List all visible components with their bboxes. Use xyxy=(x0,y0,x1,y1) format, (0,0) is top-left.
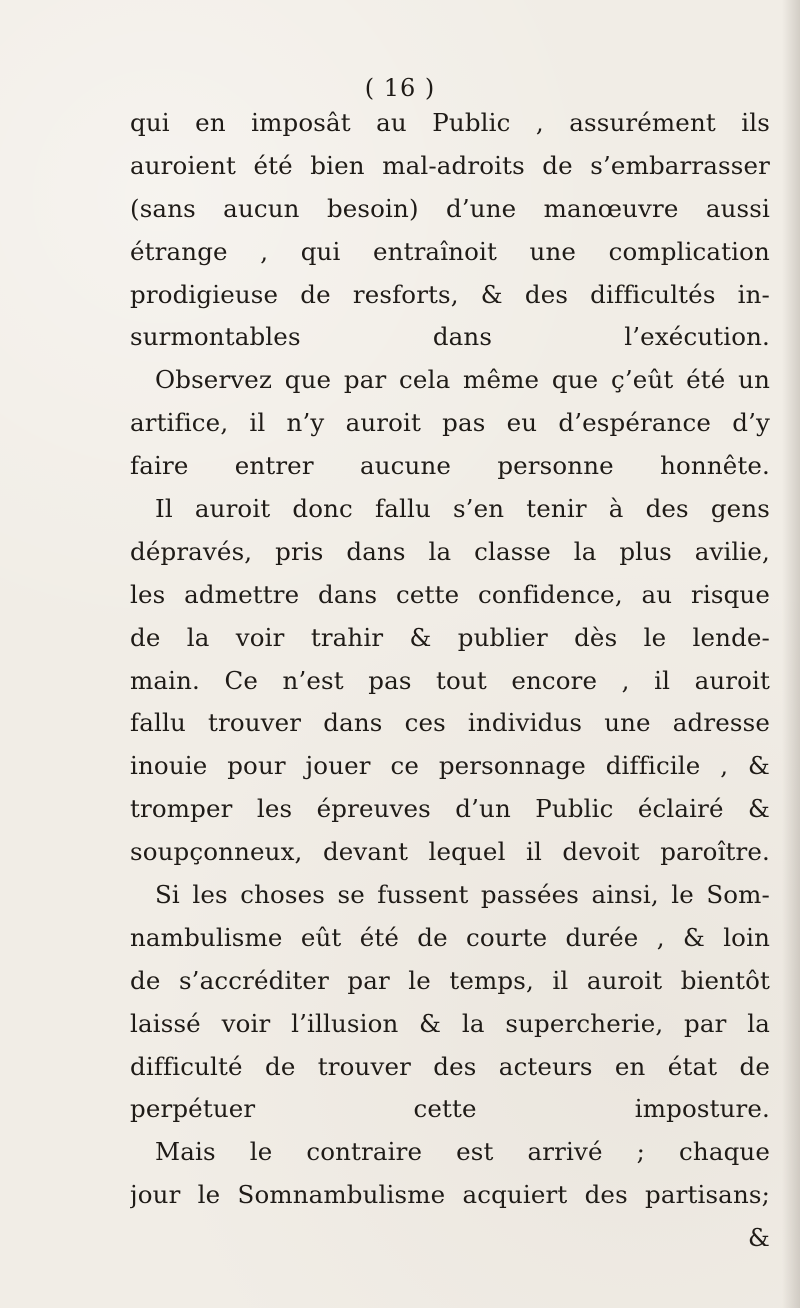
text-line-8: artifice, il n’y auroit pas eu d’espérance d’y xyxy=(130,408,770,438)
text-line-27: & xyxy=(748,1223,770,1253)
text-line-7: Observez que par cela même que ç’eût été un xyxy=(155,365,770,395)
text-line-9: faire entrer aucune personne honnête. xyxy=(130,451,770,481)
text-line-18: soupçonneux, devant lequel il devoit paroître. xyxy=(130,837,770,867)
text-line-3: (sans aucun besoin) d’une manœuvre aussi xyxy=(130,193,770,223)
text-line-26: jour le Somnambulisme acquiert des partisans; xyxy=(130,1180,770,1210)
text-line-1: qui en imposât au Public , assurément ils xyxy=(130,108,770,137)
text-line-23: difficulté de trouver des acteurs en état de xyxy=(130,1051,770,1081)
page-edge-shadow xyxy=(782,0,800,1308)
text-line-17: tromper les épreuves d’un Public éclairé & xyxy=(130,794,770,824)
text-line-11: dépravés, pris dans la classe la plus avilie, xyxy=(130,536,770,566)
main-text-block xyxy=(130,102,770,1260)
text-line-5: prodigieuse de resforts, & des difficultés in- xyxy=(130,279,770,309)
text-line-10: Il auroit donc fallu s’en tenir à des gens xyxy=(155,494,770,524)
text-line-20: nambulisme eût été de courte durée , & loin xyxy=(130,922,770,952)
text-line-21: de s’accréditer par le temps, il auroit bientôt xyxy=(130,965,770,995)
page-number: ( 16 ) xyxy=(364,74,436,102)
text-line-25: Mais le contraire est arrivé ; chaque xyxy=(155,1137,770,1167)
text-line-6: surmontables dans l’exécution. xyxy=(130,322,770,352)
text-line-15: fallu trouver dans ces individus une adresse xyxy=(130,708,770,738)
text-line-12: les admettre dans cette confidence, au risque xyxy=(130,579,770,609)
text-line-16: inouie pour jouer ce personnage difficile , & xyxy=(130,751,770,781)
text-line-4: étrange , qui entraînoit une complication xyxy=(130,236,770,266)
text-line-19: Si les choses se fussent passées ainsi, le Som- xyxy=(155,880,770,910)
text-line-14: main. Ce n’est pas tout encore , il auroit xyxy=(130,665,770,695)
text-line-24: perpétuer cette imposture. xyxy=(130,1094,770,1124)
text-line-22: laissé voir l’illusion & la supercherie, par la xyxy=(130,1008,770,1038)
text-line-13: de la voir trahir & publier dès le lende- xyxy=(130,622,770,652)
text-line-2: auroient été bien mal-adroits de s’embarrasser xyxy=(130,150,770,180)
